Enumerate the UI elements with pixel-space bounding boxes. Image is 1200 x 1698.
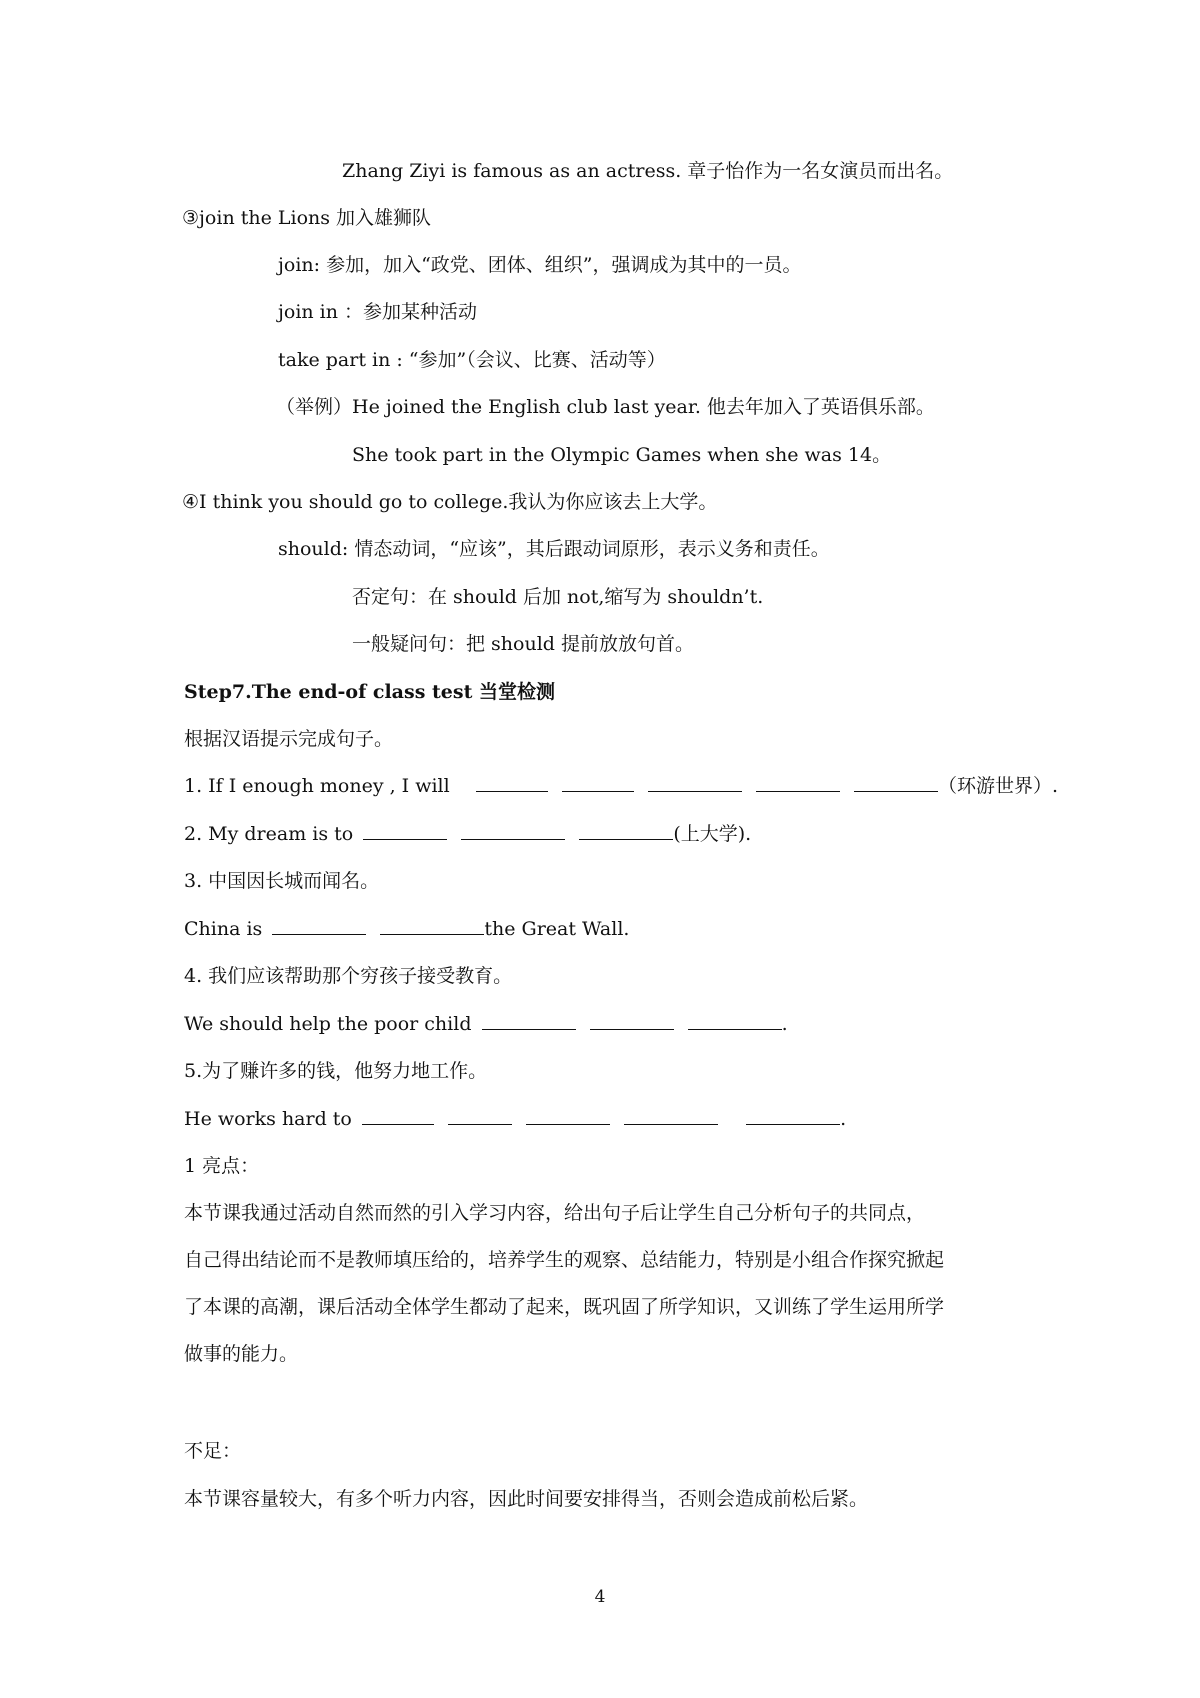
highlight-label: 1 亮点： (184, 1155, 260, 1177)
answer-blank[interactable] (526, 1106, 610, 1125)
question-3 (184, 916, 629, 942)
answer-blank[interactable] (579, 821, 673, 840)
example-2: She took part in the Olympic Games when she was 14。 (352, 444, 892, 466)
answer-blank[interactable] (624, 1106, 718, 1125)
should-negative: 否定句：在 should 后加 not,缩写为 shouldn’t. (352, 586, 764, 608)
question-4 (184, 1011, 788, 1037)
famous-example: Zhang Ziyi is famous as an actress. 章子怡作为一名女演员而出名。 (342, 160, 954, 182)
answer-blank[interactable] (380, 916, 484, 935)
answer-blank[interactable] (272, 916, 366, 935)
shortcoming-text: 本节课容量较大，有多个听力内容，因此时间要安排得当，否则会造成前松后紧。 (184, 1488, 869, 1510)
answer-blank[interactable] (562, 773, 634, 792)
should-definition: should: 情态动词，“应该”，其后跟动词原形，表示义务和责任。 (278, 538, 830, 560)
question-1 (184, 773, 1058, 799)
page-number: 4 (594, 1587, 606, 1607)
item4-title: ④I think you should go to college.我认为你应该去上大学。 (182, 491, 718, 513)
answer-blank[interactable] (461, 821, 565, 840)
shortcoming-label: 不足： (184, 1440, 242, 1462)
item3-title: ③join the Lions 加入雄狮队 (182, 207, 432, 229)
q5-prefix: He works hard to (184, 1108, 352, 1130)
test-instruction: 根据汉语提示完成句子。 (184, 728, 394, 750)
answer-blank[interactable] (590, 1011, 674, 1030)
highlight-line: 本节课我通过活动自然而然的引入学习内容，给出句子后让学生自己分析句子的共同点， (184, 1202, 926, 1224)
answer-blank[interactable] (362, 1106, 434, 1125)
highlight-line: 了本课的高潮，课后活动全体学生都动了起来，既巩固了所学知识，又训练了学生运用所学 (184, 1296, 945, 1318)
answer-blank[interactable] (482, 1011, 576, 1030)
q3-suffix: the Great Wall. (484, 918, 630, 940)
answer-blank[interactable] (448, 1106, 512, 1125)
should-question: 一般疑问句：把 should 提前放放句首。 (352, 633, 694, 655)
join-definition: join: 参加，加入“政党、团体、组织”，强调成为其中的一员。 (278, 254, 802, 276)
answer-blank[interactable] (363, 821, 447, 840)
highlight-paragraph (184, 1190, 1034, 1378)
example-1: （举例）He joined the English club last year. 他去年加入了英语俱乐部。 (276, 396, 935, 418)
test-heading: Step7.The end-of class test 当堂检测 (184, 681, 555, 703)
q2-hint: (上大学). (673, 823, 752, 845)
question-5-chinese: 5.为了赚许多的钱，他努力地工作。 (184, 1060, 488, 1082)
highlight-line: 自己得出结论而不是教师填压给的，培养学生的观察、总结能力，特别是小组合作探究掀起 (184, 1249, 945, 1271)
q1-prefix: 1. If I enough money , I will (184, 775, 450, 797)
q3-prefix: China is (184, 918, 263, 940)
question-2 (184, 821, 751, 847)
question-3-chinese: 3. 中国因长城而闻名。 (184, 870, 380, 892)
answer-blank[interactable] (746, 1106, 840, 1125)
q2-prefix: 2. My dream is to (184, 823, 354, 845)
join-in-definition: join in ：参加某种活动 (278, 301, 478, 323)
answer-blank[interactable] (756, 773, 840, 792)
q4-prefix: We should help the poor child (184, 1013, 472, 1035)
question-5 (184, 1106, 846, 1132)
q5-suffix: . (840, 1108, 847, 1130)
q1-hint: （环游世界）. (937, 775, 1058, 797)
answer-blank[interactable] (688, 1011, 782, 1030)
question-4-chinese: 4. 我们应该帮助那个穷孩子接受教育。 (184, 965, 513, 987)
highlight-line: 做事的能力。 (184, 1343, 299, 1365)
q4-suffix: . (781, 1013, 788, 1035)
take-part-in-definition: take part in : “参加”（会议、比赛、活动等） (278, 349, 666, 371)
answer-blank[interactable] (648, 773, 742, 792)
answer-blank[interactable] (854, 773, 938, 792)
answer-blank[interactable] (476, 773, 548, 792)
